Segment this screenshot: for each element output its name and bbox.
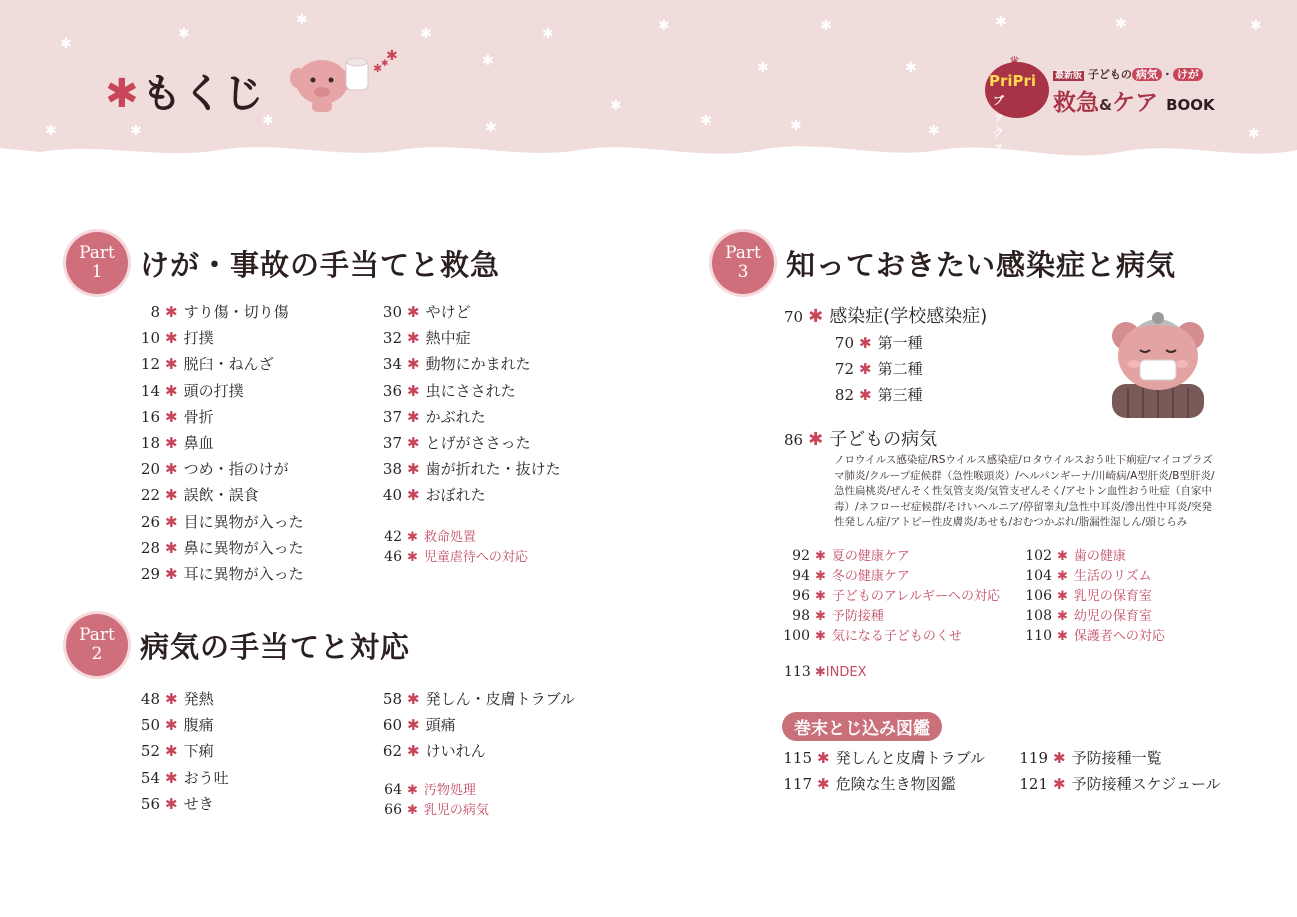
toc-entry bbox=[360, 299, 561, 325]
toc-label: 予防接種一覧 bbox=[1071, 749, 1162, 767]
asterisk-icon: ✱ bbox=[859, 334, 872, 352]
toc-label: 第三種 bbox=[877, 386, 923, 405]
toc-label: 汚物処理 bbox=[423, 783, 476, 798]
toc-label: 児童虐待への対応 bbox=[423, 550, 528, 565]
part1-heading bbox=[66, 232, 500, 294]
logo-subtitle bbox=[1053, 66, 1203, 82]
toc-label: 頭痛 bbox=[425, 716, 456, 735]
index-page: 113 bbox=[784, 664, 811, 680]
kids-illness-label: 子どもの病気 bbox=[829, 429, 938, 450]
care-list-col2 bbox=[1018, 546, 1165, 646]
subtitle-pill-illness: 病気 bbox=[1132, 68, 1162, 81]
asterisk-icon: ✱ bbox=[407, 329, 420, 348]
toc-page-number: 30 bbox=[382, 303, 402, 321]
toc-label: 発熱 bbox=[183, 690, 214, 708]
kids-illness-detail: ノロウイルス感染症/RSウイルス感染症/ロタウイルスおう吐下痢症/マイコプラズマ肺炎/クループ症候群（急性喉頭炎）/ヘルパンギーナ/川崎病/A型肝炎/B型肝炎/急性扁桃炎/ぜんそく性気管支炎/気管支ぜんそく/アセトン血性おう吐症（自家中毒）/ネフローゼ症候群/そけいヘルニア/停留睾丸/急性中耳炎/滲出性中耳炎/突発性発しん症/アトピー性皮膚炎/あせも/おむつかぶれ/脂漏性湿しん/頭じらみ bbox=[834, 454, 1215, 528]
asterisk-icon: ✱ bbox=[165, 742, 178, 761]
toc-label: 発しんと皮膚トラブル bbox=[835, 749, 985, 767]
toc-page-number: 96 bbox=[792, 588, 810, 604]
asterisk-icon: ✱ bbox=[1057, 589, 1068, 604]
index-entry bbox=[784, 664, 866, 680]
toc-entry bbox=[1018, 566, 1165, 586]
page-title-text: もくじ bbox=[141, 71, 265, 117]
asterisk-icon: ✱ bbox=[815, 629, 826, 644]
toc-entry bbox=[782, 606, 1000, 626]
index-label: INDEX bbox=[825, 665, 867, 680]
toc-entry bbox=[360, 378, 561, 404]
part1-badge-word: Part bbox=[79, 243, 115, 263]
title-asterisk-icon: ✱ bbox=[105, 71, 140, 117]
toc-label: 脱臼・ねんざ bbox=[183, 355, 274, 374]
asterisk-icon: ✱ bbox=[815, 609, 826, 624]
asterisk-icon: ✱ bbox=[1057, 629, 1068, 644]
toc-label: 気になる子どものくせ bbox=[831, 629, 962, 644]
toc-page-number: 106 bbox=[1025, 588, 1052, 604]
svg-text:✱: ✱ bbox=[45, 123, 57, 139]
appendix-list-col1 bbox=[782, 745, 985, 797]
appendix-heading: 巻末とじ込み図鑑 bbox=[782, 712, 942, 741]
svg-text:✱: ✱ bbox=[820, 18, 832, 34]
toc-page-number: 40 bbox=[382, 486, 402, 505]
toc-label: 第二種 bbox=[877, 360, 923, 379]
toc-page-number: 37 bbox=[382, 407, 402, 426]
toc-page-number: 10 bbox=[140, 329, 160, 348]
asterisk-icon: ✱ bbox=[407, 355, 420, 374]
toc-page-number: 52 bbox=[140, 742, 160, 761]
toc-page-number: 98 bbox=[792, 608, 810, 624]
asterisk-icon: ✱ bbox=[165, 512, 178, 531]
toc-label: 歯の健康 bbox=[1073, 549, 1126, 564]
svg-text:✱: ✱ bbox=[905, 60, 917, 76]
toc-page-number: 28 bbox=[140, 538, 160, 557]
toc-label: 第一種 bbox=[877, 334, 923, 352]
toc-page-number: 102 bbox=[1025, 548, 1052, 564]
toc-label: 冬の健康ケア bbox=[831, 569, 910, 584]
toc-entry bbox=[1018, 745, 1221, 771]
toc-label: おぼれた bbox=[425, 486, 486, 505]
part1-badge-num: 1 bbox=[91, 262, 103, 282]
toc-entry bbox=[360, 430, 561, 456]
asterisk-icon: ✱ bbox=[407, 486, 420, 505]
toc-entry bbox=[1018, 771, 1221, 797]
toc-label: 乳児の保育室 bbox=[1073, 589, 1152, 604]
svg-text:✱: ✱ bbox=[542, 26, 554, 42]
toc-page-number: 22 bbox=[140, 486, 160, 505]
toc-entry bbox=[360, 686, 575, 712]
toc-entry bbox=[782, 745, 985, 771]
toc-label: 頭の打撲 bbox=[183, 381, 244, 400]
toc-entry bbox=[812, 330, 923, 356]
toc-page-number: 104 bbox=[1025, 568, 1052, 584]
toc-label: 危険な生き物図鑑 bbox=[835, 775, 956, 794]
toc-page-number: 18 bbox=[140, 433, 160, 452]
asterisk-icon: ✱ bbox=[1057, 569, 1068, 584]
subtitle-mid: ・ bbox=[1161, 68, 1173, 81]
toc-label: 骨折 bbox=[183, 407, 214, 426]
toc-page-number: 82 bbox=[834, 386, 854, 405]
toc-entry bbox=[118, 404, 304, 430]
asterisk-icon: ✱ bbox=[407, 716, 420, 735]
toc-entry bbox=[118, 456, 304, 482]
asterisk-icon: ✱ bbox=[808, 306, 824, 327]
asterisk-icon: ✱ bbox=[815, 589, 826, 604]
svg-text:✱: ✱ bbox=[1250, 18, 1262, 34]
toc-page-number: 110 bbox=[1025, 628, 1052, 644]
toc-label: おう吐 bbox=[183, 768, 229, 787]
toc-label: 鼻に異物が入った bbox=[183, 538, 304, 557]
toc-label: とげがささった bbox=[425, 433, 531, 452]
toc-page-number: 36 bbox=[382, 381, 402, 400]
bear-mascot-illustration bbox=[1108, 306, 1208, 418]
toc-entry bbox=[360, 351, 561, 377]
toc-label: やけど bbox=[425, 303, 471, 321]
part1-title: けが・事故の手当てと救急 bbox=[140, 247, 501, 282]
asterisk-icon: ✱ bbox=[407, 550, 418, 565]
toc-label: 歯が折れた・抜けた bbox=[425, 460, 561, 479]
infect-sub-list bbox=[812, 330, 923, 409]
svg-text:✱: ✱ bbox=[610, 98, 622, 114]
asterisk-icon: ✱ bbox=[407, 783, 418, 798]
toc-entry bbox=[118, 765, 229, 791]
toc-entry bbox=[1018, 606, 1165, 626]
toc-entry bbox=[782, 586, 1000, 606]
toc-page-number: 70 bbox=[834, 334, 854, 352]
asterisk-icon: ✱ bbox=[407, 690, 420, 708]
infect-page: 70 bbox=[784, 308, 804, 326]
toc-entry bbox=[118, 299, 304, 325]
svg-text:✱: ✱ bbox=[420, 26, 432, 42]
asterisk-icon: ✱ bbox=[165, 538, 178, 557]
svg-text:✱: ✱ bbox=[995, 14, 1007, 30]
toc-label: せき bbox=[183, 794, 214, 813]
asterisk-icon: ✱ bbox=[407, 381, 420, 400]
toc-entry bbox=[1018, 546, 1165, 566]
toc-page-number: 38 bbox=[382, 460, 402, 479]
asterisk-icon: ✱ bbox=[815, 549, 826, 564]
edition-tag: 最新版 bbox=[1055, 71, 1083, 81]
part2-heading bbox=[66, 614, 410, 676]
asterisk-icon: ✱ bbox=[165, 329, 178, 348]
toc-label: 鼻血 bbox=[183, 433, 214, 452]
svg-text:✱: ✱ bbox=[757, 60, 769, 76]
svg-text:✱: ✱ bbox=[1248, 126, 1260, 142]
toc-entry bbox=[118, 351, 304, 377]
toc-label: 発しん・皮膚トラブル bbox=[425, 690, 575, 708]
asterisk-icon: ✱ bbox=[165, 407, 178, 426]
toc-page-number: 34 bbox=[382, 355, 402, 374]
toc-page-number: 66 bbox=[384, 802, 402, 818]
toc-entry bbox=[118, 430, 304, 456]
toc-entry bbox=[782, 566, 1000, 586]
toc-label: 動物にかまれた bbox=[425, 355, 531, 374]
logo-amp: & bbox=[1099, 96, 1113, 114]
asterisk-icon: ✱ bbox=[1057, 609, 1068, 624]
kids-illness-page: 86 bbox=[784, 431, 804, 449]
toc-entry bbox=[118, 378, 304, 404]
toc-page-number: 46 bbox=[384, 549, 402, 565]
asterisk-icon: ✱ bbox=[165, 355, 178, 374]
toc-entry bbox=[360, 780, 489, 800]
asterisk-icon: ✱ bbox=[165, 433, 178, 452]
crown-icon: ♛ bbox=[1009, 54, 1020, 68]
badge-line2: ブックス bbox=[993, 94, 1004, 155]
part1-list-col1 bbox=[118, 299, 304, 587]
logo-main-2: ケア bbox=[1112, 90, 1159, 116]
part2-title: 病気の手当てと対応 bbox=[140, 629, 411, 664]
asterisk-icon: ✱ bbox=[407, 530, 418, 545]
asterisk-icon: ✱ bbox=[165, 690, 178, 708]
part2-badge-word: Part bbox=[79, 625, 115, 645]
toc-label: つめ・指のけが bbox=[183, 460, 289, 479]
asterisk-icon: ✱ bbox=[165, 303, 178, 321]
toc-label: 夏の健康ケア bbox=[831, 549, 910, 564]
asterisk-icon: ✱ bbox=[1053, 749, 1066, 767]
toc-label: 目に異物が入った bbox=[183, 512, 304, 531]
toc-entry bbox=[118, 509, 304, 535]
asterisk-icon: ✱ bbox=[1053, 775, 1066, 794]
toc-entry bbox=[782, 626, 1000, 646]
toc-page-number: 121 bbox=[1019, 775, 1048, 794]
toc-entry bbox=[118, 791, 229, 817]
part3-title: 知っておきたい感染症と病気 bbox=[786, 247, 1177, 282]
toc-entry bbox=[360, 527, 528, 547]
toc-label: 予防接種 bbox=[831, 609, 884, 624]
toc-page-number: 60 bbox=[382, 716, 402, 735]
toc-page-number: 8 bbox=[150, 303, 160, 321]
part2-list-extra bbox=[360, 780, 489, 820]
subtitle-pre: 子どもの bbox=[1087, 68, 1132, 81]
toc-page-number: 42 bbox=[384, 529, 402, 545]
asterisk-icon: ✱ bbox=[165, 716, 178, 735]
badge-line1: PriPri bbox=[989, 72, 1037, 90]
toc-label: 熱中症 bbox=[425, 329, 471, 348]
svg-text:✱: ✱ bbox=[928, 123, 940, 139]
toc-entry bbox=[1018, 586, 1165, 606]
svg-text:✱: ✱ bbox=[178, 26, 190, 42]
toc-label: 子どものアレルギーへの対応 bbox=[831, 589, 1001, 604]
part3-badge-num: 3 bbox=[737, 262, 749, 282]
toc-entry bbox=[118, 482, 304, 508]
part2-list-col2 bbox=[360, 686, 575, 765]
svg-text:✱: ✱ bbox=[262, 113, 274, 129]
svg-text:✱: ✱ bbox=[485, 120, 497, 136]
asterisk-icon: ✱ bbox=[407, 742, 420, 761]
toc-entry bbox=[118, 535, 304, 561]
asterisk-icon: ✱ bbox=[407, 803, 418, 818]
part3-badge bbox=[712, 232, 774, 294]
asterisk-icon: ✱ bbox=[808, 429, 824, 450]
toc-page-number: 37 bbox=[382, 433, 402, 452]
toc-page-number: 94 bbox=[792, 568, 810, 584]
asterisk-icon: ✱ bbox=[815, 569, 826, 584]
asterisk-icon: ✱ bbox=[817, 749, 830, 767]
toc-label: 幼児の保育室 bbox=[1073, 609, 1152, 624]
svg-text:✱: ✱ bbox=[373, 62, 383, 75]
svg-text:✱: ✱ bbox=[130, 123, 142, 139]
toc-entry bbox=[812, 382, 923, 408]
toc-entry bbox=[1018, 626, 1165, 646]
toc-page-number: 54 bbox=[140, 768, 160, 787]
asterisk-icon: ✱ bbox=[407, 460, 420, 479]
asterisk-icon: ✱ bbox=[407, 407, 420, 426]
toc-label: 耳に異物が入った bbox=[183, 564, 304, 583]
toc-page-number: 14 bbox=[140, 381, 160, 400]
toc-page-number: 58 bbox=[382, 690, 402, 708]
toc-entry bbox=[360, 325, 561, 351]
svg-text:✱: ✱ bbox=[60, 36, 72, 52]
toc-label: 打撲 bbox=[183, 329, 214, 348]
kids-illness-entry bbox=[784, 425, 937, 451]
toc-entry bbox=[360, 456, 561, 482]
toc-label: 下痢 bbox=[183, 742, 214, 761]
logo-main-1: 救急 bbox=[1053, 90, 1099, 116]
svg-text:✱: ✱ bbox=[790, 118, 802, 134]
toc-page-number: 64 bbox=[384, 782, 402, 798]
toc-entry bbox=[118, 561, 304, 587]
index-asterisk-icon: ✱ bbox=[814, 665, 826, 680]
toc-page-number: 12 bbox=[140, 355, 160, 374]
svg-text:✱: ✱ bbox=[700, 113, 712, 129]
svg-text:✱: ✱ bbox=[296, 12, 308, 28]
asterisk-icon: ✱ bbox=[817, 775, 830, 794]
toc-label: けいれん bbox=[425, 742, 486, 761]
toc-page-number: 26 bbox=[140, 512, 160, 531]
part1-list-extra bbox=[360, 527, 528, 567]
logo-main-title bbox=[1053, 84, 1215, 117]
toc-page-number: 117 bbox=[783, 775, 812, 794]
part3-badge-word: Part bbox=[725, 243, 761, 263]
svg-text:✱: ✱ bbox=[1115, 16, 1127, 32]
toc-page-number: 100 bbox=[783, 628, 810, 644]
toc-label: 生活のリズム bbox=[1073, 569, 1152, 584]
care-list-col1 bbox=[782, 546, 1000, 646]
toc-page-number: 119 bbox=[1019, 749, 1048, 767]
toc-entry bbox=[360, 712, 575, 738]
toc-entry bbox=[782, 771, 985, 797]
toc-page-number: 32 bbox=[382, 329, 402, 348]
toc-page-number: 16 bbox=[140, 407, 160, 426]
toc-page-number: 92 bbox=[792, 548, 810, 564]
page-title bbox=[105, 62, 265, 119]
part2-badge-num: 2 bbox=[91, 644, 103, 664]
toc-label: 予防接種スケジュール bbox=[1071, 775, 1221, 794]
infect-label: 感染症(学校感染症) bbox=[829, 306, 988, 327]
part1-list-col2 bbox=[360, 299, 561, 509]
toc-entry bbox=[118, 686, 229, 712]
asterisk-icon: ✱ bbox=[165, 794, 178, 813]
toc-entry bbox=[360, 738, 575, 764]
toc-page-number: 72 bbox=[834, 360, 854, 379]
toc-page-number: 48 bbox=[140, 690, 160, 708]
toc-entry bbox=[118, 738, 229, 764]
appendix-list-col2 bbox=[1018, 745, 1221, 797]
toc-entry bbox=[360, 482, 561, 508]
toc-page-number: 108 bbox=[1025, 608, 1052, 624]
svg-text:✱: ✱ bbox=[386, 48, 398, 64]
toc-label: かぶれた bbox=[425, 407, 486, 426]
toc-entry bbox=[118, 712, 229, 738]
part1-badge bbox=[66, 232, 128, 294]
logo-book: BOOK bbox=[1166, 96, 1215, 114]
asterisk-icon: ✱ bbox=[859, 386, 872, 405]
toc-entry bbox=[360, 404, 561, 430]
toc-page-number: 29 bbox=[140, 564, 160, 583]
toc-entry bbox=[360, 800, 489, 820]
asterisk-icon: ✱ bbox=[165, 460, 178, 479]
subtitle-pill-injury: けが bbox=[1173, 68, 1203, 81]
toc-label: 腹痛 bbox=[183, 716, 214, 735]
asterisk-icon: ✱ bbox=[165, 381, 178, 400]
asterisk-icon: ✱ bbox=[165, 768, 178, 787]
asterisk-icon: ✱ bbox=[1057, 549, 1068, 564]
toc-label: 保護者への対応 bbox=[1073, 629, 1165, 644]
toc-page-number: 20 bbox=[140, 460, 160, 479]
toc-entry bbox=[782, 546, 1000, 566]
toc-page-number: 50 bbox=[140, 716, 160, 735]
infect-entry bbox=[784, 302, 987, 328]
toc-label: 乳児の病気 bbox=[423, 803, 489, 818]
toc-label: 虫にさされた bbox=[425, 381, 516, 400]
asterisk-icon: ✱ bbox=[407, 303, 420, 321]
part2-badge bbox=[66, 614, 128, 676]
svg-text:✱: ✱ bbox=[381, 59, 389, 69]
asterisk-icon: ✱ bbox=[407, 433, 420, 452]
toc-page-number: 56 bbox=[140, 794, 160, 813]
toc-label: 誤飲・誤食 bbox=[183, 486, 259, 505]
part2-list-col1 bbox=[118, 686, 229, 817]
toc-entry bbox=[118, 325, 304, 351]
asterisk-icon: ✱ bbox=[165, 486, 178, 505]
toc-page-number: 62 bbox=[382, 742, 402, 761]
toc-entry bbox=[812, 356, 923, 382]
asterisk-icon: ✱ bbox=[165, 564, 178, 583]
toc-label: 救命処置 bbox=[423, 530, 476, 545]
part3-heading bbox=[712, 232, 1176, 294]
toc-entry bbox=[360, 547, 528, 567]
toc-page-number: 115 bbox=[783, 749, 812, 767]
svg-text:✱: ✱ bbox=[658, 18, 670, 34]
asterisk-icon: ✱ bbox=[859, 360, 872, 379]
toc-label: すり傷・切り傷 bbox=[183, 303, 289, 321]
svg-text:✱: ✱ bbox=[482, 53, 494, 69]
